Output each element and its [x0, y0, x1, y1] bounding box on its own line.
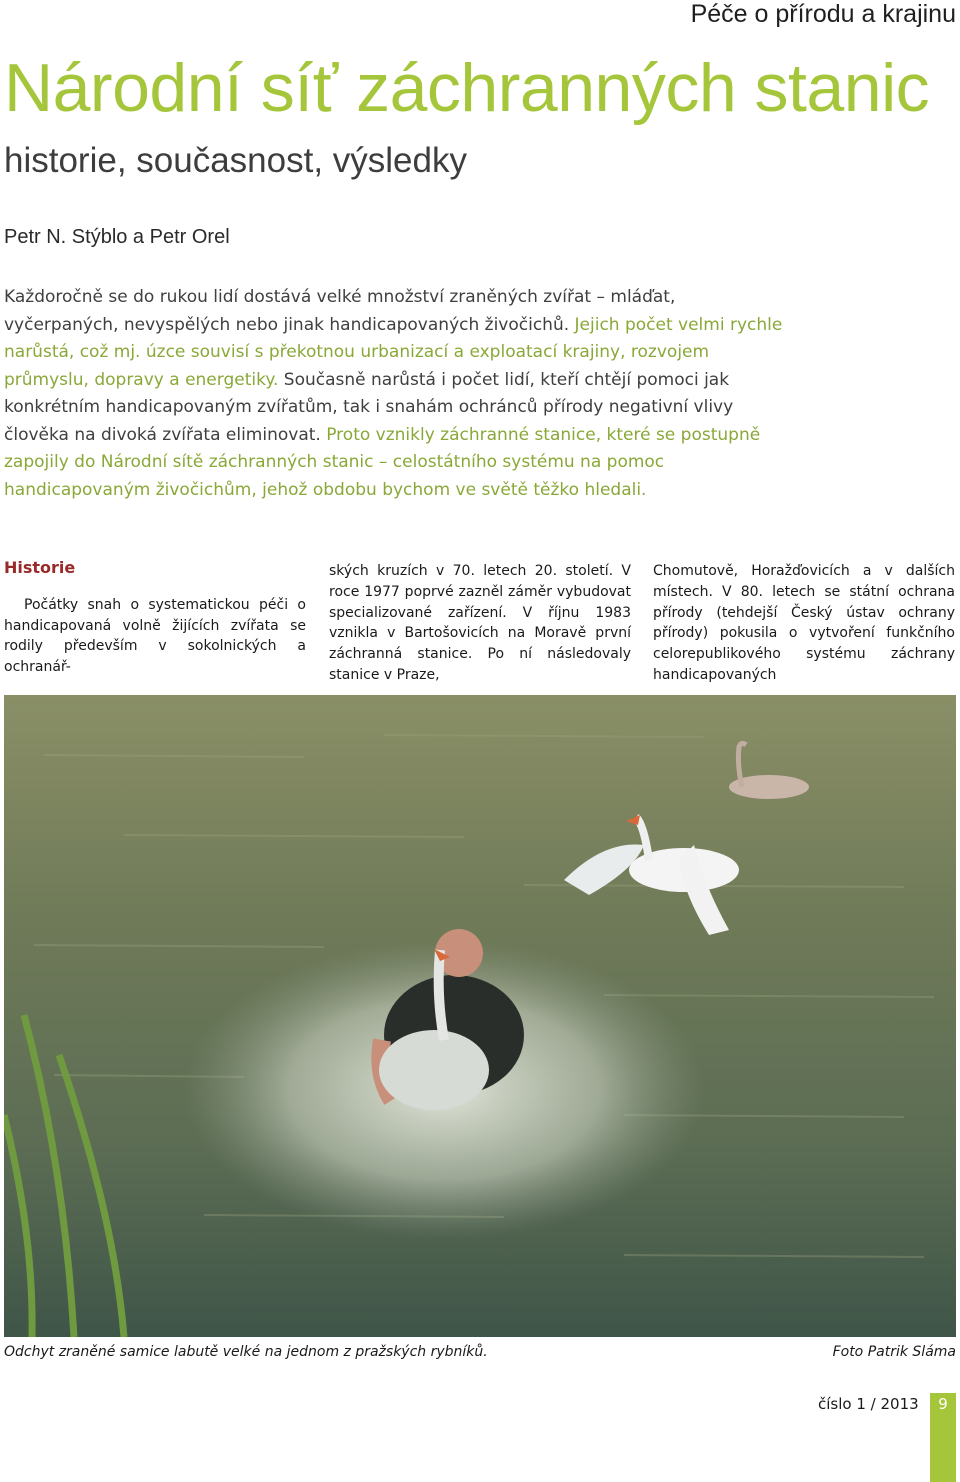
photo-credit: Foto Patrik Sláma: [832, 1344, 956, 1360]
article-subtitle: historie, současnost, výsledky: [4, 141, 467, 180]
lead-paragraph: [4, 284, 794, 504]
body-text-2: ských kruzích v 70. letech 20. století. V roce 1977 poprvé zazněl záměr vybudovat specializované zařízení. V říjnu 1983 vznikla v Bartošovicích na Moravě první záchranná stanice. Po ní následovaly stanice v Praze,: [329, 563, 631, 683]
body-column-2: [329, 561, 631, 686]
page-number: 9: [938, 1395, 948, 1413]
lead-text-2: Jejich počet velmi rychle narůstá, což mj. úzce souvisí s překotnou urbanizací a exploatací krajiny, rozvojem průmyslu, dopravy a energetiky.: [4, 314, 783, 390]
body-column-3: [653, 561, 955, 686]
section-label: Péče o přírodu a krajinu: [690, 0, 956, 28]
swan-rescue-photo: [4, 695, 956, 1337]
section-heading: Historie: [4, 558, 76, 577]
lead-text-4: Proto vznikly záchranné stanice, které se postupně zapojily do Národní sítě záchranných stanic – celostátního systému na pomoc handicapovaným živočichům, jehož obdobu bychom ve světě těžko hledali.: [4, 424, 761, 500]
issue-number: číslo 1 / 2013: [818, 1395, 919, 1413]
lead-text-3: Současně narůstá i počet lidí, kteří chtějí pomoci jak konkrétním handicapovaným zvířatům, tak i snahám ochránců přírody negativní vlivy člověka na divoká zvířata eliminovat.: [4, 369, 734, 445]
photo-caption: Odchyt zraněné samice labutě velké na jednom z pražských rybníků.: [4, 1344, 488, 1360]
article-authors: Petr N. Stýblo a Petr Orel: [4, 226, 230, 248]
body-text-3: Chomutově, Horažďovicích a v dalších místech. V 80. letech se státní ochrana přírody (tehdejší Český ústav ochrany přírody) pokusila o vytvoření funkčního celorepublikového systému záchrany handicapovaných: [653, 563, 955, 683]
article-title: Národní síť záchranných stanic: [4, 50, 930, 126]
body-text-1: Počátky snah o systematickou péči o handicapovaná volně žijících zvířata se rodily především v sokolnických a ochranář-: [4, 596, 306, 676]
lead-text-1: Každoročně se do rukou lidí dostává velké množství zraněných zvířat – mláďat, vyčerpaných, nevyspělých nebo jinak handicapovaných živočichů.: [4, 287, 676, 335]
body-column-1: [4, 558, 306, 678]
page-number-bar: [930, 1393, 956, 1482]
